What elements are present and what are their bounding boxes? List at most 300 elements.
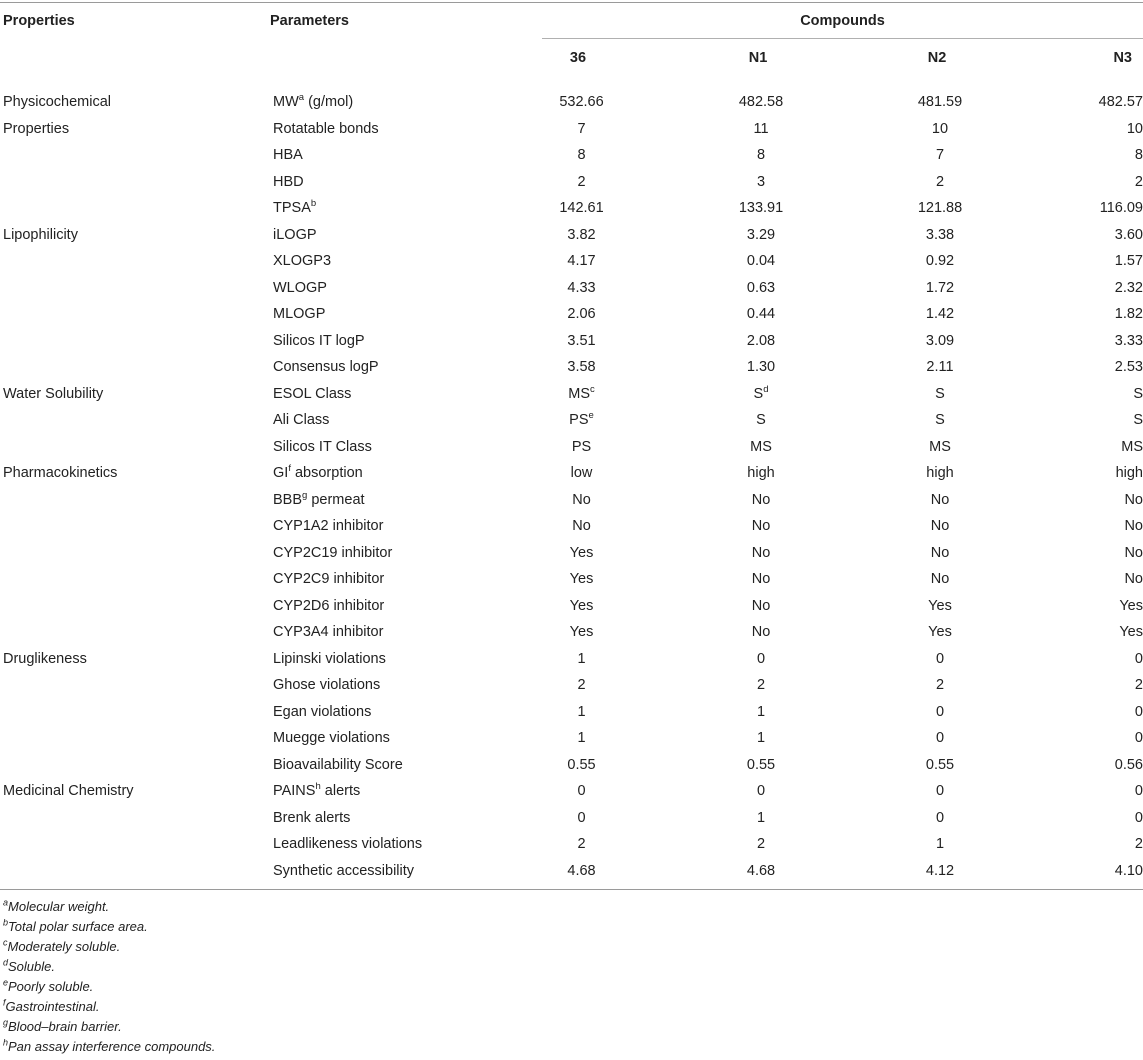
- value-cell: [703, 89, 819, 116]
- column-gap: [998, 460, 1053, 487]
- column-gap: [998, 328, 1053, 355]
- column-gap: [819, 354, 882, 381]
- table-row: [0, 169, 1143, 196]
- value-cell: [703, 513, 819, 540]
- value-text: No: [751, 597, 771, 614]
- value-text: 3.33: [1114, 332, 1143, 349]
- compounds-sub-rule: [542, 38, 1143, 39]
- value-cell: [1053, 248, 1143, 275]
- row-category: [0, 646, 273, 673]
- row-parameter: [273, 275, 545, 302]
- table-row: [0, 142, 1143, 169]
- value-cell: [703, 778, 819, 805]
- table-top-rule: [0, 2, 1143, 3]
- column-gap: [998, 381, 1053, 408]
- value-cell: [1053, 328, 1143, 355]
- category-label: Medicinal Chemistry: [3, 783, 134, 799]
- value-text: 0.44: [746, 306, 776, 322]
- column-gap: [618, 301, 703, 328]
- value-cell: [882, 460, 998, 487]
- table-row: [0, 566, 1143, 593]
- value-cell: [1053, 619, 1143, 646]
- table-row: [0, 381, 1143, 408]
- value-text: 1.57: [1114, 253, 1143, 269]
- row-category: [0, 142, 273, 169]
- row-category: [0, 831, 273, 858]
- row-parameter: [273, 699, 545, 726]
- value-text: No: [1124, 544, 1143, 561]
- value-text: MS: [568, 385, 590, 402]
- value-cell: [1053, 699, 1143, 726]
- value-cell: [545, 460, 618, 487]
- footnote-text: Total polar surface area.: [8, 919, 148, 934]
- value-text: 142.61: [559, 200, 604, 216]
- column-gap: [618, 540, 703, 567]
- value-cell: [545, 142, 618, 169]
- value-cell: [882, 805, 998, 832]
- table-row: [0, 540, 1143, 567]
- row-category: [0, 699, 273, 726]
- value-text: PS: [569, 412, 589, 428]
- column-gap: [618, 248, 703, 275]
- parameter-label: Silicos IT logP: [273, 332, 365, 349]
- column-gap: [819, 858, 882, 885]
- row-parameter: [273, 222, 545, 249]
- value-cell: [1053, 858, 1143, 885]
- row-category: [0, 778, 273, 805]
- value-cell: [882, 354, 998, 381]
- column-gap: [819, 328, 882, 355]
- value-text: 0: [1134, 809, 1143, 826]
- value-cell: [1053, 407, 1143, 434]
- footnote: [3, 937, 215, 957]
- value-text: Yes: [569, 571, 594, 587]
- value-cell: [1053, 593, 1143, 620]
- value-text: 2: [577, 836, 586, 852]
- value-text: 8: [577, 147, 586, 163]
- parameter-unit: (g/mol): [304, 94, 354, 110]
- table-bottom-rule: [0, 889, 1143, 890]
- column-gap: [819, 646, 882, 673]
- value-text: No: [751, 544, 771, 561]
- column-gap: [618, 195, 703, 222]
- row-parameter: [273, 805, 545, 832]
- column-gap: [618, 831, 703, 858]
- table-row: [0, 513, 1143, 540]
- row-category: [0, 593, 273, 620]
- column-gap: [998, 195, 1053, 222]
- value-text: 0.55: [746, 756, 776, 773]
- footnote: [3, 897, 215, 917]
- column-gap: [618, 434, 703, 461]
- value-text: 0: [577, 809, 586, 826]
- table-row: [0, 778, 1143, 805]
- column-gap: [618, 142, 703, 169]
- value-text: 0: [935, 809, 945, 826]
- column-gap: [998, 566, 1053, 593]
- row-parameter: [273, 513, 545, 540]
- column-gap: [819, 672, 882, 699]
- value-cell: [703, 195, 819, 222]
- row-parameter: [273, 566, 545, 593]
- parameter-label: iLOGP: [273, 226, 317, 243]
- parameter-label: CYP2C19 inhibitor: [273, 544, 393, 561]
- value-footnote-mark: e: [588, 410, 594, 422]
- row-category: [0, 89, 273, 116]
- column-gap: [998, 116, 1053, 143]
- value-text: No: [1124, 518, 1143, 534]
- value-cell: [1053, 222, 1143, 249]
- value-text: 1: [577, 703, 586, 720]
- value-cell: [545, 222, 618, 249]
- value-text: 8: [1134, 147, 1143, 163]
- value-cell: [703, 354, 819, 381]
- value-text: 1.82: [1114, 306, 1143, 322]
- row-parameter: [273, 354, 545, 381]
- column-gap: [819, 381, 882, 408]
- row-parameter: [273, 116, 545, 143]
- value-text: Yes: [928, 597, 952, 614]
- value-cell: [703, 301, 819, 328]
- value-text: 0: [1134, 730, 1143, 746]
- column-gap: [998, 434, 1053, 461]
- parameter-label: Synthetic accessibility: [273, 862, 415, 879]
- footnote-mark: a: [3, 897, 9, 908]
- value-text: 2: [1134, 836, 1143, 852]
- value-cell: [545, 858, 618, 885]
- column-gap: [998, 593, 1053, 620]
- column-gap: [819, 513, 882, 540]
- header-properties: Properties: [3, 13, 75, 29]
- column-gap: [819, 89, 882, 116]
- column-gap: [618, 381, 703, 408]
- table-row: [0, 407, 1143, 434]
- value-cell: [882, 566, 998, 593]
- row-category: [0, 858, 273, 885]
- table-row: [0, 328, 1143, 355]
- column-gap: [998, 142, 1053, 169]
- table-row: [0, 275, 1143, 302]
- row-category: [0, 195, 273, 222]
- row-category: [0, 169, 273, 196]
- table-row: [0, 619, 1143, 646]
- category-label: Lipophilicity: [3, 226, 78, 243]
- value-cell: [545, 89, 618, 116]
- value-cell: [882, 195, 998, 222]
- value-text: No: [1124, 571, 1143, 587]
- value-cell: [1053, 142, 1143, 169]
- column-gap: [618, 646, 703, 673]
- parameter-label: Muegge violations: [273, 730, 390, 746]
- parameter-unit: alerts: [320, 783, 361, 799]
- column-gap: [998, 222, 1053, 249]
- value-cell: [545, 593, 618, 620]
- row-category: [0, 752, 273, 779]
- value-cell: [882, 540, 998, 567]
- parameter-label: Brenk alerts: [273, 809, 351, 826]
- value-cell: [882, 831, 998, 858]
- row-category: [0, 540, 273, 567]
- value-cell: [703, 593, 819, 620]
- value-text: 1: [756, 730, 766, 746]
- table-row: [0, 487, 1143, 514]
- row-category: [0, 116, 273, 143]
- parameter-label: WLOGP: [273, 279, 327, 296]
- value-cell: [545, 778, 618, 805]
- column-gap: [998, 487, 1053, 514]
- value-cell: [703, 858, 819, 885]
- value-cell: [703, 169, 819, 196]
- value-footnote-mark: d: [763, 383, 769, 395]
- value-cell: [545, 195, 618, 222]
- value-cell: [703, 407, 819, 434]
- value-text: 2: [577, 173, 586, 190]
- header-compound-36: 36: [569, 50, 587, 66]
- value-cell: [545, 407, 618, 434]
- column-gap: [819, 699, 882, 726]
- value-text: 4.68: [567, 862, 596, 879]
- row-parameter: [273, 672, 545, 699]
- value-cell: [703, 328, 819, 355]
- category-label: Physicochemical: [3, 94, 111, 110]
- value-cell: [703, 460, 819, 487]
- table-row: [0, 354, 1143, 381]
- value-cell: [545, 672, 618, 699]
- column-gap: [819, 248, 882, 275]
- value-text: 0: [1134, 783, 1143, 799]
- row-parameter: [273, 381, 545, 408]
- value-text: low: [570, 465, 593, 481]
- value-cell: [703, 619, 819, 646]
- parameter-label: Consensus logP: [273, 359, 379, 375]
- column-gap: [819, 407, 882, 434]
- value-cell: [545, 513, 618, 540]
- value-text: 4.17: [567, 253, 596, 269]
- value-cell: [545, 487, 618, 514]
- value-cell: [1053, 487, 1143, 514]
- column-gap: [618, 275, 703, 302]
- value-cell: [545, 725, 618, 752]
- footnote-mark: d: [3, 957, 9, 968]
- row-parameter: [273, 248, 545, 275]
- value-cell: [882, 513, 998, 540]
- column-gap: [618, 169, 703, 196]
- value-cell: [1053, 778, 1143, 805]
- table-row: [0, 831, 1143, 858]
- row-parameter: [273, 301, 545, 328]
- column-gap: [819, 778, 882, 805]
- value-text: 1: [577, 730, 586, 746]
- parameter-label: PAINS: [273, 783, 316, 799]
- value-text: 4.10: [1114, 862, 1143, 879]
- value-text: No: [572, 491, 591, 508]
- value-text: 3.38: [925, 226, 955, 243]
- value-cell: [1053, 513, 1143, 540]
- column-gap: [998, 354, 1053, 381]
- value-text: No: [1124, 491, 1143, 508]
- column-gap: [618, 407, 703, 434]
- value-cell: [1053, 805, 1143, 832]
- value-text: 4.12: [925, 862, 955, 879]
- column-gap: [618, 672, 703, 699]
- value-text: No: [751, 491, 771, 508]
- value-text: 3: [756, 173, 766, 190]
- row-category: [0, 619, 273, 646]
- column-gap: [998, 672, 1053, 699]
- parameter-label: HBA: [273, 147, 303, 163]
- row-category: [0, 381, 273, 408]
- column-gap: [998, 301, 1053, 328]
- footnote: [3, 1037, 215, 1057]
- row-category: [0, 672, 273, 699]
- value-cell: [1053, 275, 1143, 302]
- value-text: No: [572, 518, 591, 534]
- row-parameter: [273, 460, 545, 487]
- parameter-label: Ghose violations: [273, 677, 381, 693]
- table-row: [0, 222, 1143, 249]
- row-parameter: [273, 858, 545, 885]
- value-text: No: [930, 571, 950, 587]
- value-text: 3.58: [567, 359, 596, 375]
- table-row: [0, 752, 1143, 779]
- value-cell: [1053, 752, 1143, 779]
- value-text: No: [751, 571, 771, 587]
- column-gap: [819, 805, 882, 832]
- row-parameter: [273, 540, 545, 567]
- column-gap: [819, 301, 882, 328]
- column-gap: [819, 460, 882, 487]
- value-cell: [882, 619, 998, 646]
- value-text: 2.32: [1114, 279, 1143, 296]
- value-text: 481.59: [917, 94, 963, 110]
- value-cell: [545, 831, 618, 858]
- value-footnote-mark: c: [590, 383, 595, 395]
- column-gap: [998, 699, 1053, 726]
- value-cell: [882, 169, 998, 196]
- footnote-mark: c: [3, 937, 8, 948]
- table-row: [0, 89, 1143, 116]
- value-cell: [882, 328, 998, 355]
- value-cell: [882, 699, 998, 726]
- footnote-text: Gastrointestinal.: [5, 999, 100, 1014]
- value-cell: [1053, 89, 1143, 116]
- header-compound-n2: N2: [927, 50, 947, 66]
- column-gap: [819, 116, 882, 143]
- value-text: 2: [1134, 173, 1143, 190]
- parameter-label: GI: [273, 465, 289, 481]
- column-gap: [998, 858, 1053, 885]
- row-category: [0, 513, 273, 540]
- parameter-footnote-mark: a: [298, 92, 305, 104]
- header-compounds: Compounds: [800, 13, 885, 29]
- row-parameter: [273, 593, 545, 620]
- value-text: 0.63: [746, 279, 776, 296]
- column-gap: [819, 593, 882, 620]
- row-parameter: [273, 831, 545, 858]
- value-cell: [703, 672, 819, 699]
- value-text: high: [747, 465, 775, 481]
- value-text: 0.04: [746, 253, 776, 269]
- column-gap: [618, 328, 703, 355]
- value-text: 1: [935, 836, 945, 852]
- table-row: [0, 248, 1143, 275]
- row-parameter: [273, 407, 545, 434]
- header-compound-n1: N1: [748, 50, 768, 66]
- column-gap: [819, 831, 882, 858]
- value-cell: [882, 89, 998, 116]
- value-text: 10: [931, 120, 949, 137]
- footnote-mark: b: [3, 917, 9, 928]
- column-gap: [618, 725, 703, 752]
- value-cell: [545, 699, 618, 726]
- column-gap: [998, 89, 1053, 116]
- column-gap: [998, 805, 1053, 832]
- footnote-text: Moderately soluble.: [7, 939, 121, 954]
- value-text: 0: [756, 783, 766, 799]
- parameter-label: MW: [273, 94, 299, 110]
- value-cell: [1053, 831, 1143, 858]
- value-cell: [882, 248, 998, 275]
- value-cell: [1053, 169, 1143, 196]
- value-text: 4.68: [746, 862, 776, 879]
- value-text: 2.53: [1114, 359, 1143, 375]
- value-text: S: [935, 412, 945, 428]
- parameter-footnote-mark: h: [315, 781, 321, 793]
- table-row: [0, 805, 1143, 832]
- value-cell: [545, 248, 618, 275]
- column-gap: [998, 778, 1053, 805]
- value-text: 11: [753, 120, 769, 137]
- value-text: 2: [577, 677, 586, 693]
- column-gap: [618, 566, 703, 593]
- table-row: [0, 460, 1143, 487]
- value-cell: [1053, 116, 1143, 143]
- row-category: [0, 328, 273, 355]
- value-text: 121.88: [917, 200, 963, 216]
- value-text: 3.60: [1114, 226, 1143, 243]
- value-text: S: [756, 412, 766, 428]
- value-text: 2: [1134, 677, 1143, 693]
- value-text: 133.91: [738, 200, 784, 216]
- footnote: [3, 977, 215, 997]
- row-category: [0, 248, 273, 275]
- column-gap: [618, 89, 703, 116]
- value-cell: [703, 725, 819, 752]
- row-category: [0, 434, 273, 461]
- value-text: 482.58: [738, 94, 784, 110]
- table-row: [0, 434, 1143, 461]
- footnote-mark: h: [3, 1037, 9, 1048]
- value-cell: [1053, 646, 1143, 673]
- category-label: Druglikeness: [3, 650, 87, 667]
- value-cell: [703, 248, 819, 275]
- row-category: [0, 407, 273, 434]
- value-text: PS: [571, 438, 592, 455]
- parameter-footnote-mark: b: [310, 198, 317, 210]
- category-label: Pharmacokinetics: [3, 465, 118, 481]
- row-parameter: [273, 646, 545, 673]
- value-text: S: [935, 385, 945, 402]
- value-cell: [1053, 381, 1143, 408]
- parameter-label: Silicos IT Class: [273, 438, 372, 455]
- row-parameter: [273, 778, 545, 805]
- value-text: 2: [756, 836, 766, 852]
- column-gap: [819, 725, 882, 752]
- footnotes: [3, 897, 215, 1057]
- value-cell: [1053, 566, 1143, 593]
- value-text: No: [930, 491, 950, 508]
- value-cell: [545, 752, 618, 779]
